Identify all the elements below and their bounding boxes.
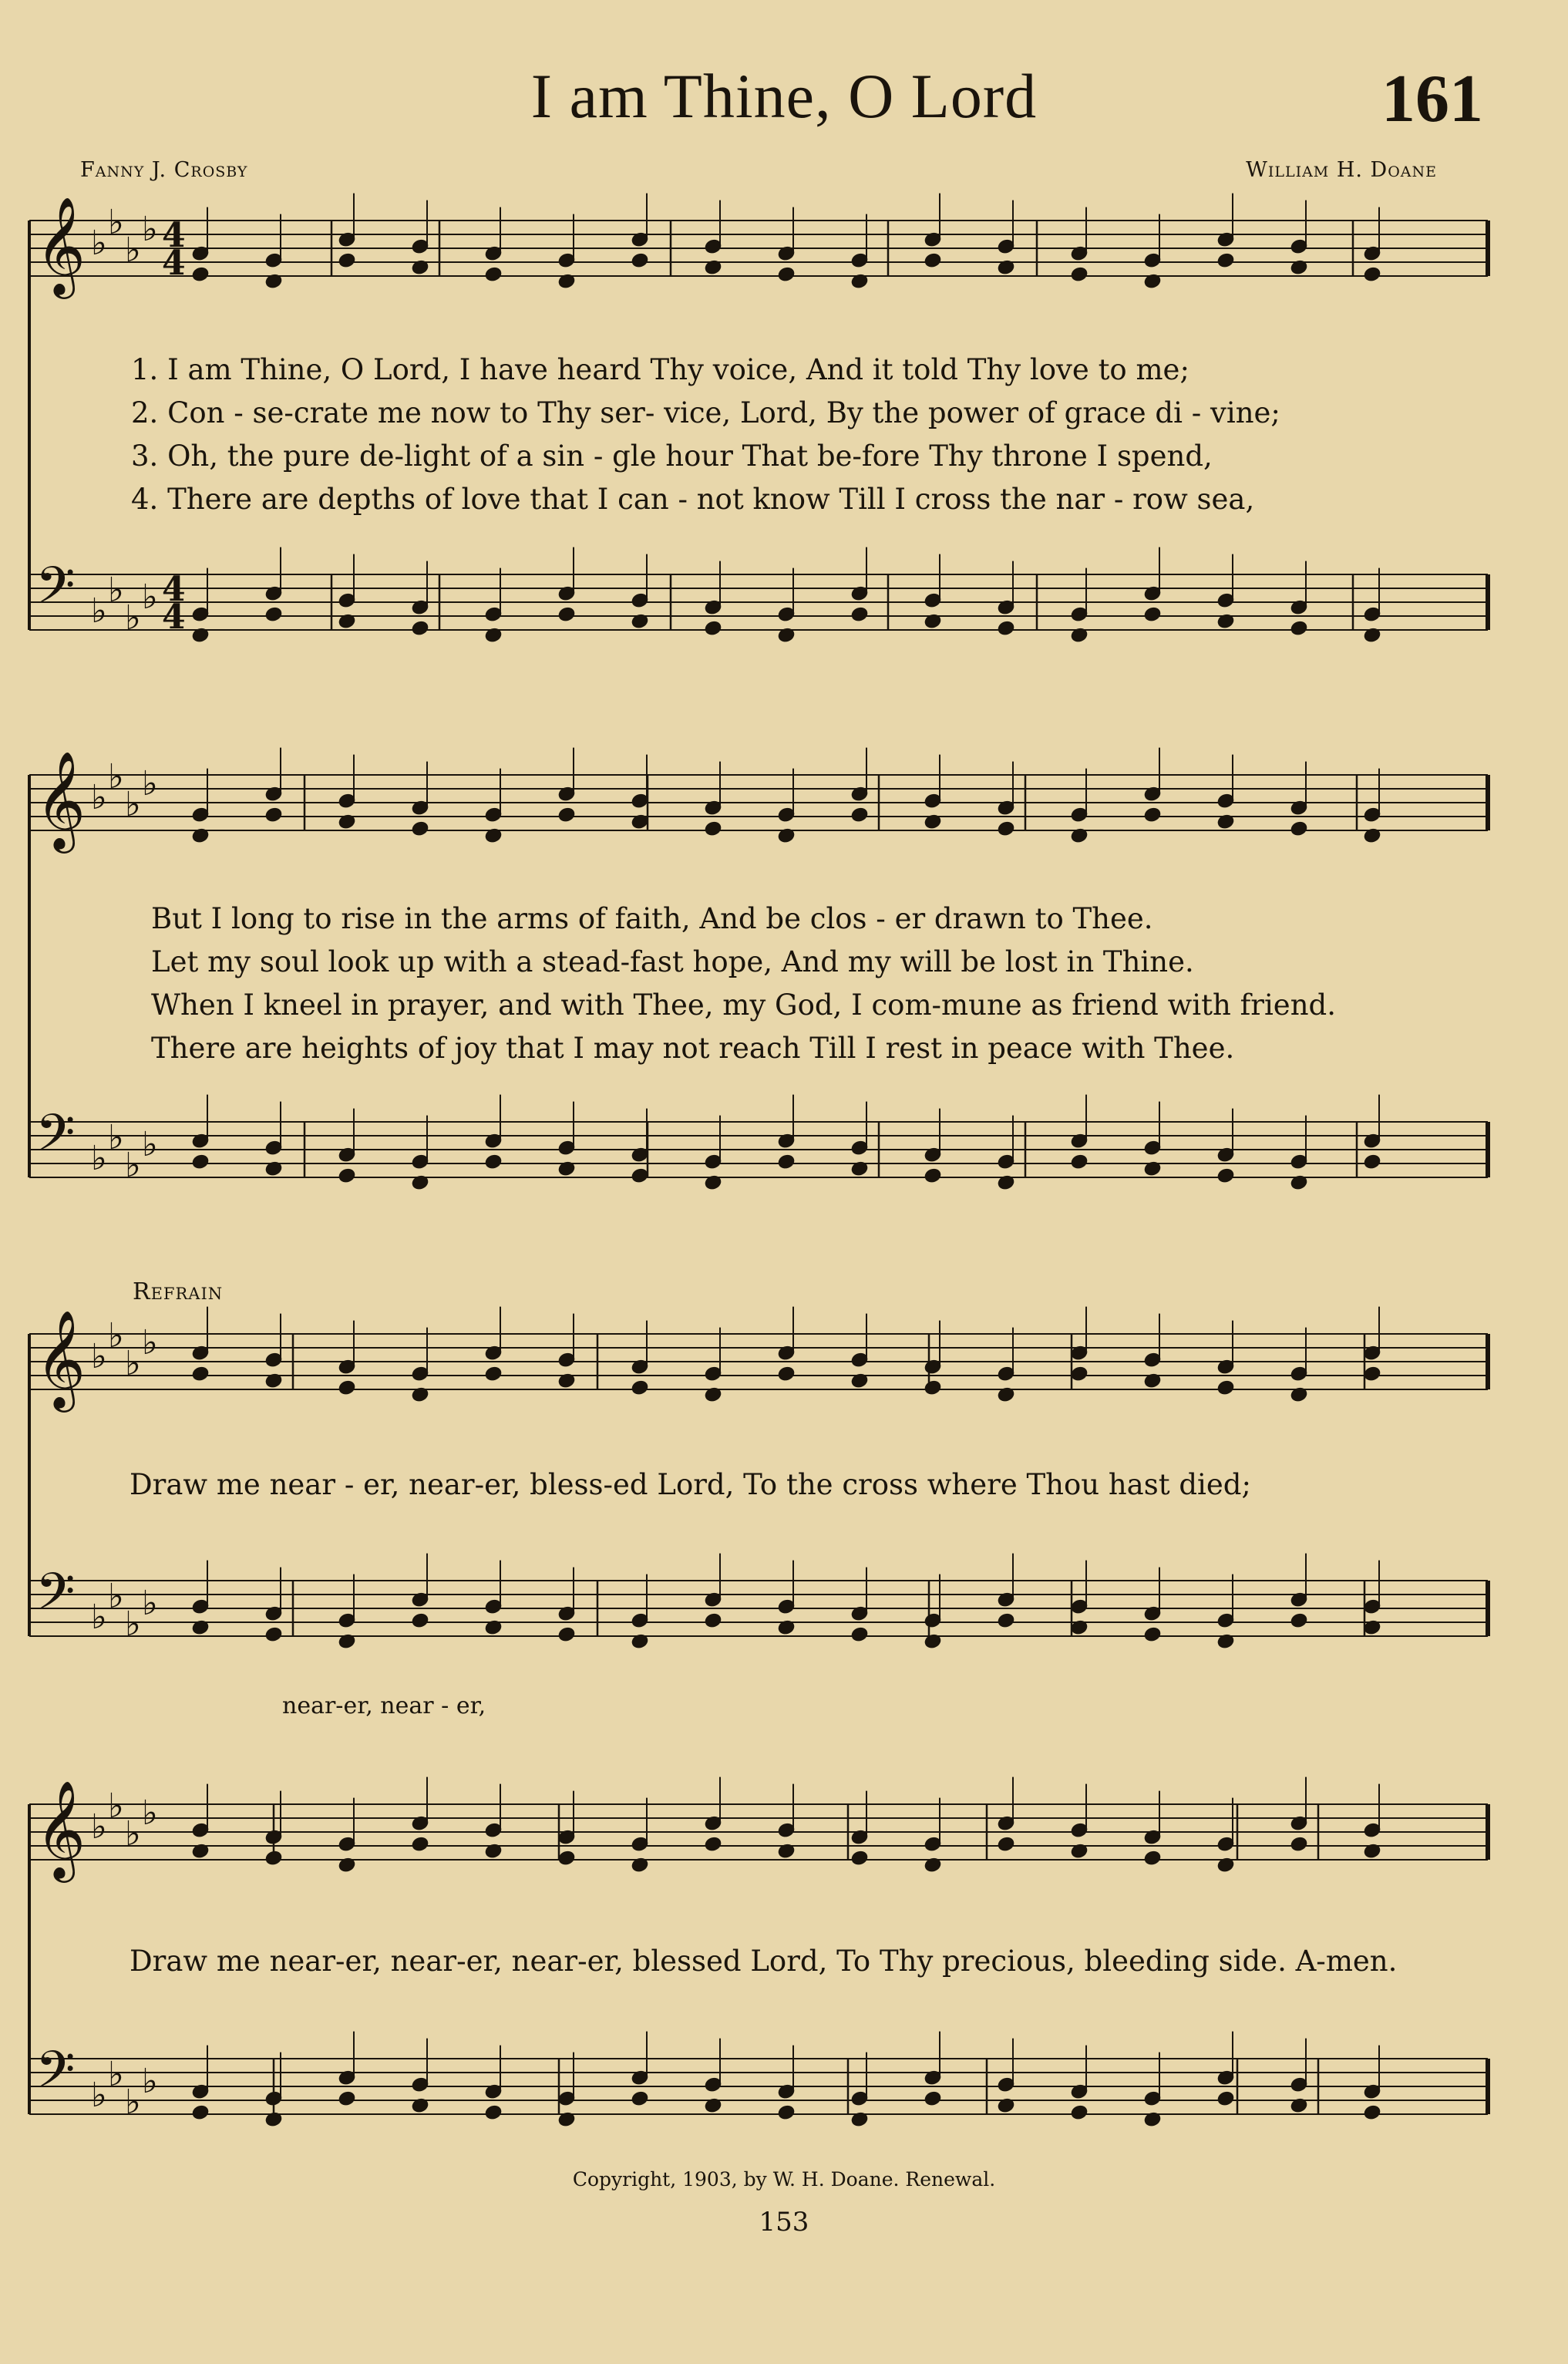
flat-sign: ♭ xyxy=(108,1316,124,1355)
note-head xyxy=(1216,1379,1235,1396)
note-head xyxy=(997,1836,1015,1853)
treble-clef: 𝄞 xyxy=(35,750,86,849)
note-head xyxy=(1290,1174,1308,1191)
note-head xyxy=(1290,1836,1308,1853)
flat-sign: ♭ xyxy=(142,578,158,617)
note-head xyxy=(997,1174,1015,1191)
note-head xyxy=(1216,613,1235,630)
note-head xyxy=(264,1626,283,1643)
note-head xyxy=(484,1843,503,1860)
note-head xyxy=(484,1619,503,1636)
copyright-notice: Copyright, 1903, by W. H. Doane. Renewal. xyxy=(572,2168,996,2191)
note-head xyxy=(777,266,796,283)
note-head xyxy=(1216,252,1235,269)
note-head xyxy=(264,273,283,290)
note-head xyxy=(777,2104,796,2121)
note-head xyxy=(631,813,649,830)
note-head xyxy=(1070,2104,1089,2121)
note-head xyxy=(997,820,1015,837)
flat-sign: ♭ xyxy=(142,1125,158,1164)
flat-sign: ♭ xyxy=(91,1139,107,1178)
note-head xyxy=(777,827,796,844)
note-head xyxy=(338,2090,356,2107)
note-head xyxy=(264,1160,283,1177)
note-head xyxy=(777,1619,796,1636)
verse-2-line-1: 2. Con - se-crate me now to Thy ser- vice, Lord, By the power of grace di - vine; xyxy=(131,396,1280,429)
note-head xyxy=(338,1167,356,1184)
note-head xyxy=(924,1167,942,1184)
note-head xyxy=(411,1836,429,1853)
note-head xyxy=(1363,266,1381,283)
note-head xyxy=(1143,1626,1162,1643)
verse-3-line-2: When I kneel in prayer, and with Thee, my God, I com-mune as friend with friend. xyxy=(151,988,1336,1022)
note-head xyxy=(1216,1857,1235,1874)
flat-sign: ♭ xyxy=(125,231,141,270)
note-head xyxy=(557,807,576,823)
note-head xyxy=(1363,2104,1381,2121)
note-head xyxy=(484,1153,503,1170)
flat-sign: ♭ xyxy=(108,1786,124,1826)
note-head xyxy=(1290,820,1308,837)
note-head xyxy=(1363,1366,1381,1382)
note-head xyxy=(191,2104,210,2121)
note-head xyxy=(557,1850,576,1867)
note-head xyxy=(1143,807,1162,823)
flat-sign: ♭ xyxy=(108,2055,124,2094)
time-signature-digit: 4 xyxy=(162,598,186,637)
treble-clef: 𝄞 xyxy=(35,196,86,295)
note-head xyxy=(850,606,869,623)
note-head xyxy=(1363,1619,1381,1636)
verse-4-line-1: 4. There are depths of love that I can - not know Till I cross the nar - row sea, xyxy=(131,483,1255,516)
note-head xyxy=(997,259,1015,276)
verse-3-line-1: 3. Oh, the pure de-light of a sin - gle hour That be-fore Thy throne I spend, xyxy=(131,439,1213,473)
note-head xyxy=(1363,1843,1381,1860)
note-head xyxy=(191,827,210,844)
note-head xyxy=(777,1366,796,1382)
note-head xyxy=(850,807,869,823)
note-head xyxy=(850,1850,869,1867)
note-head xyxy=(704,620,722,637)
time-signature-digit: 4 xyxy=(162,216,186,255)
flat-sign: ♭ xyxy=(108,571,124,610)
note-head xyxy=(704,820,722,837)
flat-sign: ♭ xyxy=(91,1807,107,1847)
flat-sign: ♭ xyxy=(91,591,107,631)
note-head xyxy=(411,1386,429,1403)
note-head xyxy=(997,1612,1015,1629)
note-head xyxy=(338,613,356,630)
note-head xyxy=(1216,813,1235,830)
note-head xyxy=(191,266,210,283)
note-head xyxy=(850,1160,869,1177)
note-head xyxy=(924,613,942,630)
flat-sign: ♭ xyxy=(91,778,107,817)
note-head xyxy=(484,827,503,844)
flat-sign: ♭ xyxy=(125,1605,141,1644)
note-head xyxy=(777,1843,796,1860)
note-head xyxy=(557,273,576,290)
note-head xyxy=(777,1153,796,1170)
note-head xyxy=(1143,273,1162,290)
note-head xyxy=(338,1857,356,1874)
note-head xyxy=(1070,1843,1089,1860)
note-head xyxy=(411,2097,429,2114)
flat-sign: ♭ xyxy=(108,1118,124,1157)
note-head xyxy=(1290,620,1308,637)
note-head xyxy=(411,1174,429,1191)
flat-sign: ♭ xyxy=(125,598,141,638)
note-head xyxy=(704,2097,722,2114)
note-head xyxy=(1070,266,1089,283)
refrain-line-1: Draw me near - er, near-er, bless-ed Lord, To the cross where Thou hast died; xyxy=(130,1468,1251,1501)
flat-sign: ♭ xyxy=(142,1584,158,1623)
refrain-bass-words: near-er, near - er, xyxy=(282,1692,486,1719)
note-head xyxy=(1143,1160,1162,1177)
bass-clef: 𝄢 xyxy=(35,1562,76,1634)
page-number: 153 xyxy=(759,2207,809,2238)
refrain-label: Refrain xyxy=(133,1278,224,1305)
note-head xyxy=(484,627,503,644)
note-head xyxy=(1070,1619,1089,1636)
note-head xyxy=(924,1857,942,1874)
note-head xyxy=(1070,627,1089,644)
note-head xyxy=(631,613,649,630)
note-head xyxy=(631,252,649,269)
note-head xyxy=(1143,2111,1162,2128)
note-head xyxy=(924,813,942,830)
note-head xyxy=(264,1372,283,1389)
author-credit: Fanny J. Crosby xyxy=(80,158,248,182)
flat-sign: ♭ xyxy=(108,1577,124,1616)
verse-4-line-2: There are heights of joy that I may not reach Till I rest in peace with Thee. xyxy=(151,1032,1235,1065)
flat-sign: ♭ xyxy=(108,203,124,242)
note-head xyxy=(704,1612,722,1629)
note-head xyxy=(338,252,356,269)
flat-sign: ♭ xyxy=(125,1814,141,1854)
flat-sign: ♭ xyxy=(91,1598,107,1637)
note-head xyxy=(191,1843,210,1860)
flat-sign: ♭ xyxy=(142,1793,158,1833)
bass-clef: 𝄢 xyxy=(35,556,76,628)
note-head xyxy=(557,1626,576,1643)
note-head xyxy=(1070,1153,1089,1170)
note-head xyxy=(411,259,429,276)
note-head xyxy=(704,1386,722,1403)
note-head xyxy=(850,2111,869,2128)
note-head xyxy=(997,1386,1015,1403)
note-head xyxy=(850,1372,869,1389)
note-head xyxy=(1290,1386,1308,1403)
verse-1-line-2: But I long to rise in the arms of faith, And be clos - er drawn to Thee. xyxy=(151,902,1153,935)
note-head xyxy=(1290,1612,1308,1629)
note-head xyxy=(191,627,210,644)
note-head xyxy=(338,1633,356,1650)
note-head xyxy=(264,807,283,823)
note-head xyxy=(1143,1850,1162,1867)
note-head xyxy=(264,1850,283,1867)
verse-2-line-2: Let my soul look up with a stead-fast hope, And my will be lost in Thine. xyxy=(151,945,1194,978)
note-head xyxy=(264,2111,283,2128)
flat-sign: ♭ xyxy=(91,224,107,263)
hymn-number: 161 xyxy=(1381,62,1483,136)
note-head xyxy=(850,273,869,290)
flat-sign: ♭ xyxy=(142,2062,158,2101)
note-head xyxy=(924,1379,942,1396)
note-head xyxy=(1363,627,1381,644)
verse-1-line-1: 1. I am Thine, O Lord, I have heard Thy voice, And it told Thy love to me; xyxy=(131,353,1189,386)
bass-clef: 𝄢 xyxy=(35,2040,76,2112)
flat-sign: ♭ xyxy=(91,1337,107,1376)
note-head xyxy=(557,2111,576,2128)
page-title: I am Thine, O Lord xyxy=(530,61,1038,131)
note-head xyxy=(484,2104,503,2121)
note-head xyxy=(1363,827,1381,844)
note-head xyxy=(1070,827,1089,844)
note-head xyxy=(704,1836,722,1853)
note-head xyxy=(924,252,942,269)
note-head xyxy=(411,620,429,637)
note-head xyxy=(264,606,283,623)
note-head xyxy=(191,1619,210,1636)
note-head xyxy=(1216,1633,1235,1650)
note-head xyxy=(631,2090,649,2107)
flat-sign: ♭ xyxy=(125,785,141,824)
note-head xyxy=(924,1633,942,1650)
note-head xyxy=(1070,1366,1089,1382)
note-head xyxy=(191,1366,210,1382)
treble-clef: 𝄞 xyxy=(35,1309,86,1408)
flat-sign: ♭ xyxy=(142,210,158,249)
note-head xyxy=(1143,606,1162,623)
note-head xyxy=(704,1174,722,1191)
note-head xyxy=(850,1626,869,1643)
note-head xyxy=(631,1633,649,1650)
flat-sign: ♭ xyxy=(125,1146,141,1185)
note-head xyxy=(557,1372,576,1389)
flat-sign: ♭ xyxy=(125,2083,141,2122)
bass-clef: 𝄢 xyxy=(35,1103,76,1175)
note-head xyxy=(1290,2097,1308,2114)
note-head xyxy=(557,1160,576,1177)
composer-credit: William H. Doane xyxy=(1246,158,1437,182)
note-head xyxy=(338,1379,356,1396)
note-head xyxy=(1216,1167,1235,1184)
treble-clef: 𝄞 xyxy=(35,1780,86,1878)
note-head xyxy=(1143,1372,1162,1389)
note-head xyxy=(411,1612,429,1629)
flat-sign: ♭ xyxy=(125,1344,141,1383)
note-head xyxy=(631,1167,649,1184)
note-head xyxy=(704,259,722,276)
note-head xyxy=(557,606,576,623)
note-head xyxy=(631,1857,649,1874)
note-head xyxy=(338,813,356,830)
note-head xyxy=(997,2097,1015,2114)
note-head xyxy=(191,1153,210,1170)
flat-sign: ♭ xyxy=(108,757,124,796)
note-head xyxy=(484,266,503,283)
note-head xyxy=(1216,2090,1235,2107)
note-head xyxy=(924,2090,942,2107)
flat-sign: ♭ xyxy=(91,2076,107,2115)
time-signature-digit: 4 xyxy=(162,244,186,283)
note-head xyxy=(1290,259,1308,276)
flat-sign: ♭ xyxy=(142,764,158,803)
refrain-line-2: Draw me near-er, near-er, near-er, blessed Lord, To Thy precious, bleeding side. A-men. xyxy=(130,1945,1398,1978)
flat-sign: ♭ xyxy=(142,1323,158,1362)
note-head xyxy=(997,620,1015,637)
time-signature-digit: 4 xyxy=(162,570,186,609)
note-head xyxy=(777,627,796,644)
note-head xyxy=(484,1366,503,1382)
note-head xyxy=(411,820,429,837)
note-head xyxy=(631,1379,649,1396)
note-head xyxy=(1363,1153,1381,1170)
